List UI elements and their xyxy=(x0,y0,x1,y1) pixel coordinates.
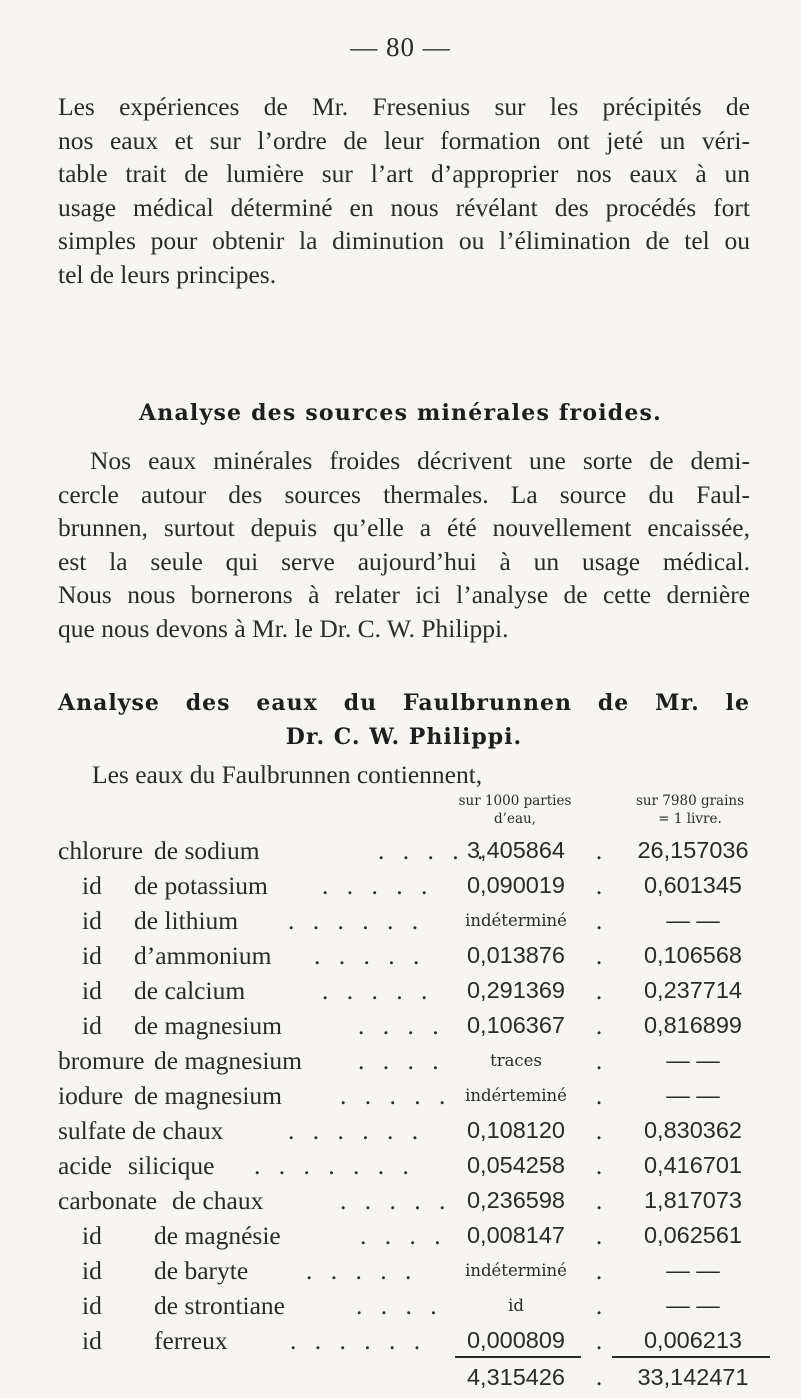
value-per-1000: id xyxy=(508,1296,524,1315)
value-separator: . xyxy=(595,1291,603,1320)
table-row xyxy=(0,1043,801,1078)
heading-line: Dr. C. W. Philippi. xyxy=(285,724,523,750)
compound-name: de baryte xyxy=(154,1256,249,1285)
column-header-line: sur 1000 parties xyxy=(458,793,572,809)
value-separator: . xyxy=(595,1046,603,1075)
value-per-livre: 0,062561 xyxy=(643,1222,743,1248)
value-per-1000: 0,108120 xyxy=(466,1117,566,1143)
sum-rule xyxy=(455,1356,581,1358)
column-header-per-livre xyxy=(620,792,760,828)
paragraph-line: usage médical déterminé en nous révélant des procédés fort xyxy=(58,192,750,222)
value-per-livre: — — xyxy=(666,1047,720,1073)
compound-name: de magnesium xyxy=(154,1046,303,1075)
leader-dots: . . . . . xyxy=(322,976,434,1005)
leader-dots: . . . . . xyxy=(306,1256,418,1285)
value-per-livre: 1,817073 xyxy=(643,1187,743,1213)
compound-class: id xyxy=(82,1011,102,1040)
value-per-livre: 0,816899 xyxy=(643,1012,743,1038)
value-separator: . xyxy=(595,1221,603,1250)
paragraph-line: Nous nous bornerons à relater ici l’analyse de cette dernière xyxy=(58,580,750,609)
compound-name: de magnésie xyxy=(154,1221,281,1250)
value-per-1000: 0,000809 xyxy=(466,1327,566,1353)
compound-name: de lithium xyxy=(134,906,239,935)
table-row xyxy=(0,1288,801,1323)
table-row xyxy=(0,868,801,903)
value-per-1000: 0,106367 xyxy=(466,1012,566,1038)
paragraph-line: tel de leurs principes. xyxy=(58,259,277,289)
paragraph-line: Nos eaux minérales froides décrivent une sorte de demi- xyxy=(90,446,750,475)
column-header-per-1000 xyxy=(440,792,590,828)
leader-dots: . . . . xyxy=(358,1046,445,1075)
table-row xyxy=(0,1008,801,1043)
compound-name: de potassium xyxy=(134,871,268,900)
paragraph-line: brunnen, surtout depuis qu’elle a été nouvellement encaissée, xyxy=(58,513,750,542)
compound-class: id xyxy=(82,1291,102,1320)
section-heading-cold-sources: Analyse des sources minérales froides. xyxy=(139,400,662,426)
compound-class: id xyxy=(82,871,102,900)
value-per-livre: — — xyxy=(666,1082,720,1108)
paragraph-line: nos eaux et sur l’ordre de leur formation ont jeté un véri- xyxy=(58,125,750,155)
value-per-1000: traces xyxy=(490,1051,542,1070)
compound-name: de chaux xyxy=(132,1116,224,1145)
table-row xyxy=(0,1113,801,1148)
table-row xyxy=(0,1323,801,1358)
value-per-1000: 0,090019 xyxy=(466,872,566,898)
paragraph-line: table trait de lumière sur l’art d’approprier nos eaux à un xyxy=(58,159,750,188)
value-per-livre: — — xyxy=(666,907,720,933)
value-separator: . xyxy=(595,1151,603,1180)
column-header-line: sur 7980 grains xyxy=(635,793,745,809)
column-header-line: = 1 livre. xyxy=(658,811,722,827)
compound-name: de strontiane xyxy=(154,1291,285,1320)
leader-dots: . . . . . . xyxy=(288,1116,425,1145)
value-per-livre: — — xyxy=(666,1257,720,1283)
compound-name: d’ammonium xyxy=(134,941,272,970)
value-per-livre: 0,237714 xyxy=(643,977,743,1003)
compound-name: de calcium xyxy=(134,976,246,1005)
value-separator: . xyxy=(595,1186,603,1215)
compound-class: id xyxy=(82,1221,102,1250)
value-per-livre: 0,416701 xyxy=(643,1152,743,1178)
table-row xyxy=(0,938,801,973)
column-header-line: d’eau, xyxy=(494,811,536,827)
value-separator: . xyxy=(595,836,603,865)
page-number: — 80 — xyxy=(350,32,451,62)
paragraph-line: cercle autour des sources thermales. La source du Faul- xyxy=(58,479,750,509)
compound-class: id xyxy=(82,976,102,1005)
compound-class: sulfate xyxy=(58,1116,126,1145)
paragraph-line: simples pour obtenir la diminution ou l’élimination de tel ou xyxy=(58,226,750,255)
value-per-livre: 26,157036 xyxy=(637,837,749,863)
value-per-livre: 0,601345 xyxy=(643,872,743,898)
table-row xyxy=(0,1253,801,1288)
compound-class: id xyxy=(82,1256,102,1285)
heading-line: Analyse des eaux du Faulbrunnen de Mr. le xyxy=(58,690,750,716)
compound-class: acide xyxy=(58,1151,112,1180)
table-row xyxy=(0,1183,801,1218)
value-separator: . xyxy=(595,871,603,900)
paragraph-line: que nous devons à Mr. le Dr. C. W. Philippi. xyxy=(58,613,509,643)
leader-dots: . . . . . . xyxy=(290,1326,427,1355)
compound-class: chlorure xyxy=(58,836,143,865)
intro-paragraph xyxy=(58,90,750,291)
leader-dots: . . . . . . xyxy=(288,906,425,935)
value-separator: . xyxy=(595,976,603,1005)
value-per-1000: 0,013876 xyxy=(466,942,566,968)
table-row xyxy=(0,903,801,938)
value-separator: . xyxy=(595,1326,603,1355)
compound-name: de chaux xyxy=(172,1186,264,1215)
value-per-1000: 0,236598 xyxy=(466,1187,566,1213)
table-row xyxy=(0,973,801,1008)
value-per-1000: 0,008147 xyxy=(466,1222,566,1248)
value-separator: . xyxy=(595,1011,603,1040)
compound-class: bromure xyxy=(58,1046,145,1075)
compound-class: id xyxy=(82,906,102,935)
value-per-1000: indéterminé xyxy=(465,911,567,930)
value-per-livre: 0,830362 xyxy=(643,1117,743,1143)
compound-name: de sodium xyxy=(154,836,260,865)
total-per-1000: 4,315426 xyxy=(466,1364,566,1390)
paragraph-line: est la seule qui serve aujourd’hui à un usage médical. xyxy=(58,546,750,576)
leader-dots: . . . . xyxy=(356,1291,443,1320)
leader-dots: . . . . xyxy=(358,1011,445,1040)
value-separator: . xyxy=(595,941,603,970)
value-separator: . xyxy=(595,906,603,935)
leader-dots: . . . . . xyxy=(340,1081,452,1110)
compound-class: id xyxy=(82,941,102,970)
sum-rule xyxy=(612,1356,770,1358)
cold-sources-paragraph xyxy=(58,444,750,645)
value-per-1000: 0,291369 xyxy=(466,977,566,1003)
value-separator: . xyxy=(595,1116,603,1145)
total-separator: . xyxy=(595,1362,603,1391)
table-row xyxy=(0,833,801,868)
totals-row xyxy=(0,1360,801,1396)
table-row xyxy=(0,1218,801,1253)
leader-dots: . . . . . xyxy=(322,871,434,900)
leader-dots: . . . . . xyxy=(378,836,490,865)
compound-name: de magnesium xyxy=(134,1081,283,1110)
compound-name: ferreux xyxy=(154,1326,228,1355)
table-row xyxy=(0,1078,801,1113)
value-per-livre: 0,106568 xyxy=(643,942,743,968)
table-row xyxy=(0,1148,801,1183)
leader-dots: . . . . . xyxy=(340,1186,452,1215)
value-separator: . xyxy=(595,1256,603,1285)
leader-dots: . . . . xyxy=(360,1221,447,1250)
section-heading-faulbrunnen xyxy=(58,686,750,754)
value-per-livre: 0,006213 xyxy=(643,1327,743,1353)
value-per-1000: indéterminé xyxy=(465,1261,567,1280)
value-per-livre: — — xyxy=(666,1292,720,1318)
value-per-1000: indérteminé xyxy=(465,1086,567,1105)
table-intro: Les eaux du Faulbrunnen contiennent, xyxy=(92,760,483,789)
total-per-livre: 33,142471 xyxy=(637,1364,749,1390)
compound-class: carbonate xyxy=(58,1186,158,1215)
analysis-table xyxy=(0,833,801,1358)
compound-class: id xyxy=(82,1326,102,1355)
compound-class: iodure xyxy=(58,1081,124,1110)
value-separator: . xyxy=(595,1081,603,1110)
value-per-1000: 3,405864 xyxy=(466,837,566,863)
paragraph-line: Les expériences de Mr. Fresenius sur les précipités de xyxy=(58,92,750,121)
leader-dots: . . . . . xyxy=(314,941,426,970)
compound-name: silicique xyxy=(128,1151,215,1180)
value-per-1000: 0,054258 xyxy=(466,1152,566,1178)
leader-dots: . . . . . . . xyxy=(254,1151,415,1180)
compound-name: de magnesium xyxy=(134,1011,283,1040)
